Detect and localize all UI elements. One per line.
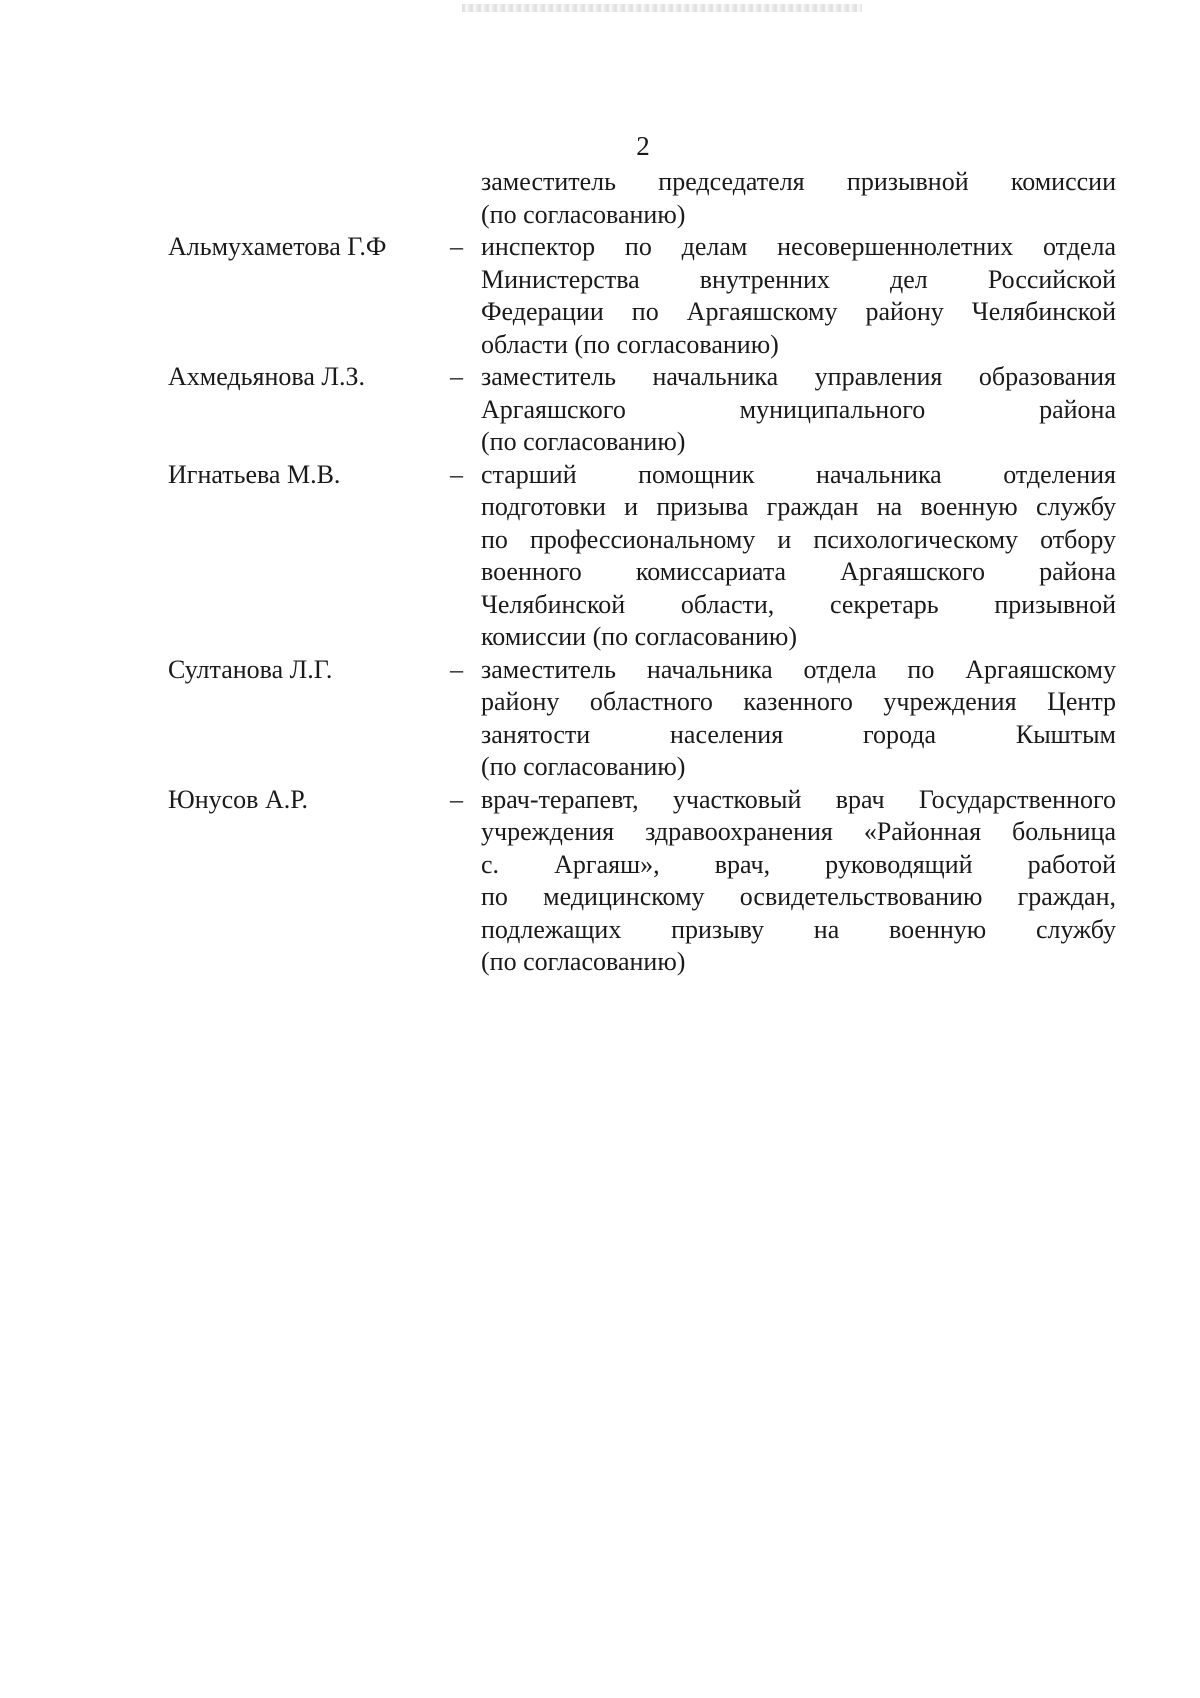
scan-artifact	[462, 4, 862, 12]
list-item	[168, 166, 1116, 231]
position-line: Федерации по Аргаяшскому району Челябинской	[481, 297, 1116, 326]
list-item	[168, 361, 1116, 459]
position-line: по медицинскому освидетельствованию граждан,	[481, 882, 1116, 911]
dash-separator: –	[450, 232, 463, 261]
list-item	[168, 784, 1116, 979]
position-line: (по согласованию)	[481, 427, 686, 456]
position-line: старший помощник начальника отделения	[481, 459, 1116, 489]
commission-members-list	[168, 166, 1116, 979]
position-line: занятости населения города Кыштым	[481, 719, 1116, 749]
dash-separator: –	[450, 362, 463, 391]
position-line: заместитель начальника управления образования	[481, 362, 1116, 391]
position-line: (по согласованию)	[481, 199, 686, 229]
page-number: 2	[636, 131, 650, 161]
position-line: району областного казенного учреждения Центр	[481, 687, 1116, 716]
list-item	[168, 231, 1116, 361]
position-line: инспектор по делам несовершеннолетних отдела	[481, 232, 1116, 261]
member-name: Игнатьева М.В.	[168, 459, 341, 489]
member-position	[481, 361, 1116, 459]
position-line: заместитель председателя призывной комиссии	[481, 167, 1116, 196]
position-line: врач-терапевт, участковый врач Государственного	[481, 784, 1116, 814]
position-line: с. Аргаяш», врач, руководящий работой	[481, 849, 1116, 879]
position-line: по профессиональному и психологическому отбору	[481, 524, 1116, 554]
position-line: Министерства внутренних дел Российской	[481, 264, 1116, 294]
dash-separator: –	[450, 654, 463, 684]
position-line: (по согласованию)	[481, 752, 686, 781]
position-line: Аргаяшского муниципального района	[481, 394, 1116, 424]
position-line: комиссии (по согласованию)	[481, 622, 797, 651]
position-line: Челябинской области, секретарь призывной	[481, 589, 1116, 619]
member-name: Альмухаметова Г.Ф	[168, 232, 387, 261]
dash-separator: –	[450, 459, 463, 489]
member-position	[481, 784, 1116, 979]
dash-separator: –	[450, 784, 463, 814]
position-line: (по согласованию)	[481, 947, 686, 976]
list-item	[168, 654, 1116, 784]
member-position	[481, 166, 1116, 231]
member-name: Юнусов А.Р.	[168, 784, 308, 814]
member-name: Ахмедьянова Л.З.	[168, 362, 366, 391]
position-line: военного комиссариата Аргаяшского района	[481, 557, 1116, 586]
list-item	[168, 459, 1116, 654]
position-line: заместитель начальника отдела по Аргаяшскому	[481, 654, 1116, 684]
position-line: подлежащих призыву на военную службу	[481, 914, 1116, 944]
member-name: Султанова Л.Г.	[168, 654, 333, 684]
member-position	[481, 654, 1116, 784]
position-line: учреждения здравоохранения «Районная больница	[481, 817, 1116, 846]
member-position	[481, 459, 1116, 654]
position-line: области (по согласованию)	[481, 329, 779, 359]
position-line: подготовки и призыва граждан на военную службу	[481, 492, 1116, 521]
member-position	[481, 231, 1116, 361]
